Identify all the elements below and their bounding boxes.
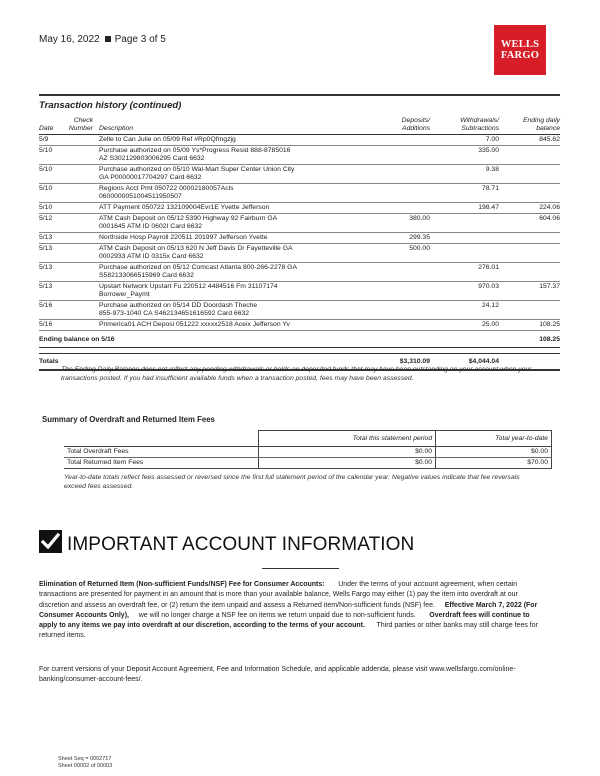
txn-date: 5/13	[39, 244, 64, 263]
txn-balance	[501, 165, 560, 184]
txn-withdrawal: 335.00	[432, 146, 501, 165]
txn-description	[97, 135, 355, 146]
ending-balance-row	[39, 331, 560, 348]
fee-period: $0.00	[259, 447, 436, 458]
txn-withdrawal	[432, 233, 501, 244]
txn-withdrawal	[432, 244, 501, 263]
txn-description	[97, 214, 355, 233]
txn-balance	[501, 146, 560, 165]
txn-deposit	[355, 301, 432, 320]
fee-label: Total Overdraft Fees	[64, 447, 259, 458]
txn-deposit	[355, 146, 432, 165]
page-number: Page 3 of 5	[114, 34, 166, 45]
account-agreement-paragraph: For current versions of your Deposit Account Agreement, Fee and Information Schedule, and applicable addenda, please visit www.wellsfargo.com/online-banking/consumer-account-fees/.	[39, 666, 516, 684]
sheet-count: Sheet 00002 of 00003	[58, 763, 113, 769]
nsf-effective-date: Effective March 7, 2022 (For Consumer Accounts Only),	[39, 601, 538, 619]
title-underline	[262, 568, 339, 569]
txn-deposit	[355, 282, 432, 301]
table-row	[39, 244, 560, 263]
overdraft-summary-title: Summary of Overdraft and Returned Item Fees	[42, 415, 215, 424]
txn-deposit	[355, 263, 432, 282]
txn-balance	[501, 233, 560, 244]
txn-deposit	[355, 320, 432, 331]
txn-description-line-2: 0001645 ATM ID 0602I Card 6632	[99, 223, 203, 230]
txn-withdrawal: 276.01	[432, 263, 501, 282]
txn-description	[97, 244, 355, 263]
col-deposits: Deposits/ Additions	[401, 117, 430, 132]
txn-description	[97, 146, 355, 165]
txn-balance: 224.06	[501, 203, 560, 214]
table-row	[39, 184, 560, 203]
totals-withdrawals: $4,044.04	[432, 354, 501, 371]
nsf-heading: Elimination of Returned Item (Non-sufficient Funds/NSF) Fee for Consumer Accounts:	[39, 581, 325, 588]
col-check-number: Check Number	[68, 117, 93, 132]
table-row	[64, 458, 552, 469]
col-total-period: Total this statement period	[259, 431, 436, 447]
txn-balance: 157.37	[501, 282, 560, 301]
section-divider	[39, 94, 560, 96]
statement-date-page	[39, 34, 166, 45]
txn-description	[97, 233, 355, 244]
txn-withdrawal: 9.38	[432, 165, 501, 184]
txn-description-line-1: Purchase authorized on 05/10 Wal-Mart Super Center Union City	[99, 166, 295, 173]
txn-balance: 108.25	[501, 320, 560, 331]
txn-date: 5/12	[39, 214, 64, 233]
txn-check-number	[64, 146, 97, 165]
txn-description-line-2: 855-973-1040 CA S462134651616592 Card 6632	[99, 310, 250, 317]
txn-withdrawal: 7.00	[432, 135, 501, 146]
sheet-footer	[58, 756, 112, 770]
txn-date: 5/9	[39, 135, 64, 146]
table-row	[39, 282, 560, 301]
txn-description-line-1: Regions Acct Pmt 050722 00002180057Acls	[99, 185, 234, 192]
txn-check-number	[64, 263, 97, 282]
table-row	[39, 214, 560, 233]
txn-deposit	[355, 203, 432, 214]
statement-date: May 16, 2022	[39, 34, 100, 45]
table-row	[39, 301, 560, 320]
col-ending-balance: Ending daily balance	[522, 117, 560, 132]
txn-description	[97, 301, 355, 320]
txn-description-line-1: ATM Cash Deposit on 05/12 5390 Highway 92 Fairburn GA	[99, 215, 278, 222]
txn-date: 5/13	[39, 282, 64, 301]
txn-description	[97, 320, 355, 331]
wells-fargo-logo	[494, 25, 546, 75]
table-row	[39, 165, 560, 184]
fee-label: Total Returned Item Fees	[64, 458, 259, 469]
txn-description-line-1: Purchase authorized on 05/09 Ys*Progress Resid 888-8785016	[99, 147, 291, 154]
col-date: Date	[39, 125, 54, 132]
nsf-fee-paragraph	[39, 580, 549, 642]
txn-check-number	[64, 282, 97, 301]
logo-line-1: WELLS	[500, 39, 540, 50]
txn-withdrawal	[432, 214, 501, 233]
col-total-ytd: Total year-to-date	[436, 431, 552, 447]
transaction-history-title: Transaction history (continued)	[39, 100, 182, 111]
fee-ytd: $70.00	[436, 458, 552, 469]
txn-check-number	[64, 233, 97, 244]
txn-date: 5/10	[39, 184, 64, 203]
txn-description	[97, 263, 355, 282]
txn-date: 5/10	[39, 165, 64, 184]
txn-description-line-2: GA P00000017704297 Card 6632	[99, 174, 202, 181]
txn-date: 5/13	[39, 263, 64, 282]
square-bullet-icon	[105, 36, 111, 42]
table-row	[39, 203, 560, 214]
nsf-text-a: Under the terms of your account agreement, when certain transactions are presented for payment in an amount that is more than your available balance, Wells Fargo may either (1) pay the item into overdraft at our discretion and assess an overdraft fee, or (2) return the item unpaid and assess a Returned item/Non-sufficient funds (NSF) fee.	[39, 581, 518, 609]
txn-balance	[501, 184, 560, 203]
nsf-text-b: we will no longer charge a NSF fee on items we return unpaid due to non-sufficient funds.	[138, 611, 416, 619]
ending-balance-label: Ending balance on 5/16	[39, 331, 355, 348]
overdraft-fee-table	[64, 430, 552, 469]
important-info-title: IMPORTANT ACCOUNT INFORMATION	[67, 534, 415, 555]
txn-check-number	[64, 320, 97, 331]
txn-date: 5/10	[39, 203, 64, 214]
txn-description-line-1: Primerica01 ACH Deposi 051222 xxxxx2518 Aceix Jefferson Yv	[99, 321, 290, 328]
txn-withdrawal: 25.00	[432, 320, 501, 331]
txn-withdrawal: 78.71	[432, 184, 501, 203]
txn-balance	[501, 263, 560, 282]
txn-check-number	[64, 135, 97, 146]
txn-check-number	[64, 184, 97, 203]
txn-description-line-2: Borrower_Paymt	[99, 291, 150, 298]
col-description: Description	[99, 125, 133, 132]
txn-check-number	[64, 214, 97, 233]
totals-label: Totals	[39, 354, 355, 371]
table-row	[39, 263, 560, 282]
txn-balance	[501, 301, 560, 320]
txn-check-number	[64, 165, 97, 184]
logo-line-2: FARGO	[500, 50, 540, 61]
txn-description-line-1: Purchase authorized on 05/12 Comcast Atlanta 800-266-2278 GA	[99, 264, 297, 271]
txn-description-line-1: ATT Payment 050722 132109004Evr1E Yvette Jefferson	[99, 204, 270, 211]
table-row	[39, 135, 560, 146]
fee-ytd: $0.00	[436, 447, 552, 458]
ytd-totals-note: Year-to-date totals reflect fees assessed or reversed since the first full statement period of the calendar year. Negative values indicate that fee reversals exceed fees assessed.	[64, 474, 520, 490]
txn-deposit: 299.35	[355, 233, 432, 244]
txn-deposit	[355, 165, 432, 184]
txn-withdrawal: 24.12	[432, 301, 501, 320]
txn-check-number	[64, 244, 97, 263]
txn-description-line-1: ATM Cash Deposit on 05/13 620 N Jeff Davis Dr Fayetteville GA	[99, 245, 293, 252]
txn-deposit	[355, 184, 432, 203]
txn-withdrawal: 970.03	[432, 282, 501, 301]
checkbox-checked-icon	[39, 530, 62, 553]
table-row	[39, 146, 560, 165]
totals-deposits: $3,310.09	[355, 354, 432, 371]
txn-description-line-2: AZ S302129803006295 Card 6632	[99, 155, 205, 162]
ending-balance-note: The Ending Daily Balance does not reflect any pending withdrawals or holds on deposited funds that may have been outstanding on your account when your transactions posted. If you had insufficient available funds when a transaction posted, fees may have been assessed.	[61, 366, 532, 382]
txn-balance: 845.62	[501, 135, 560, 146]
txn-description	[97, 282, 355, 301]
txn-date: 5/13	[39, 233, 64, 244]
txn-deposit: 500.00	[355, 244, 432, 263]
ending-balance-value: 108.25	[501, 331, 560, 348]
txn-description	[97, 184, 355, 203]
fee-period: $0.00	[259, 458, 436, 469]
transaction-table	[39, 117, 560, 371]
table-row	[39, 233, 560, 244]
txn-description-line-2: 0002933 ATM ID 0315x Card 6632	[99, 253, 204, 260]
table-row	[39, 320, 560, 331]
txn-description	[97, 165, 355, 184]
txn-description-line-1: Purchase authorized on 05/14 DD Doordash Theche	[99, 302, 258, 309]
txn-check-number	[64, 301, 97, 320]
txn-deposit	[355, 135, 432, 146]
txn-date: 5/16	[39, 320, 64, 331]
txn-date: 5/10	[39, 146, 64, 165]
txn-balance	[501, 244, 560, 263]
txn-description-line-2: S582133066515969 Card 6632	[99, 272, 194, 279]
txn-date: 5/16	[39, 301, 64, 320]
txn-deposit: 380.00	[355, 214, 432, 233]
sheet-seq: Sheet Seq = 0002717	[58, 756, 112, 762]
txn-balance: 604.06	[501, 214, 560, 233]
nsf-text-c: Third parties or other banks may still charge fees for returned items.	[39, 622, 538, 640]
nsf-overdraft-note: Overdraft fees will continue to apply to any items we pay into overdraft at our discretion, according to the terms of your account.	[39, 611, 530, 630]
txn-description	[97, 203, 355, 214]
txn-withdrawal: 198.47	[432, 203, 501, 214]
txn-check-number	[64, 203, 97, 214]
txn-description-line-1: Upstart Network Upstart Fu 220512 4484516 Fm 31107174	[99, 283, 278, 290]
txn-description-line-1: Zelle to Can Julie on 05/09 Ref #Rp0Qfmgzjg	[99, 136, 236, 143]
transaction-table-header	[39, 117, 560, 135]
table-row	[64, 447, 552, 458]
txn-description-line-1: Northside Hosp Payroll 220511 201997 Jefferson Yvette	[99, 234, 268, 241]
txn-description-line-2: 0600000051004511950507	[99, 193, 182, 200]
col-withdrawals: Withdrawals/ Subtractions	[460, 117, 499, 132]
